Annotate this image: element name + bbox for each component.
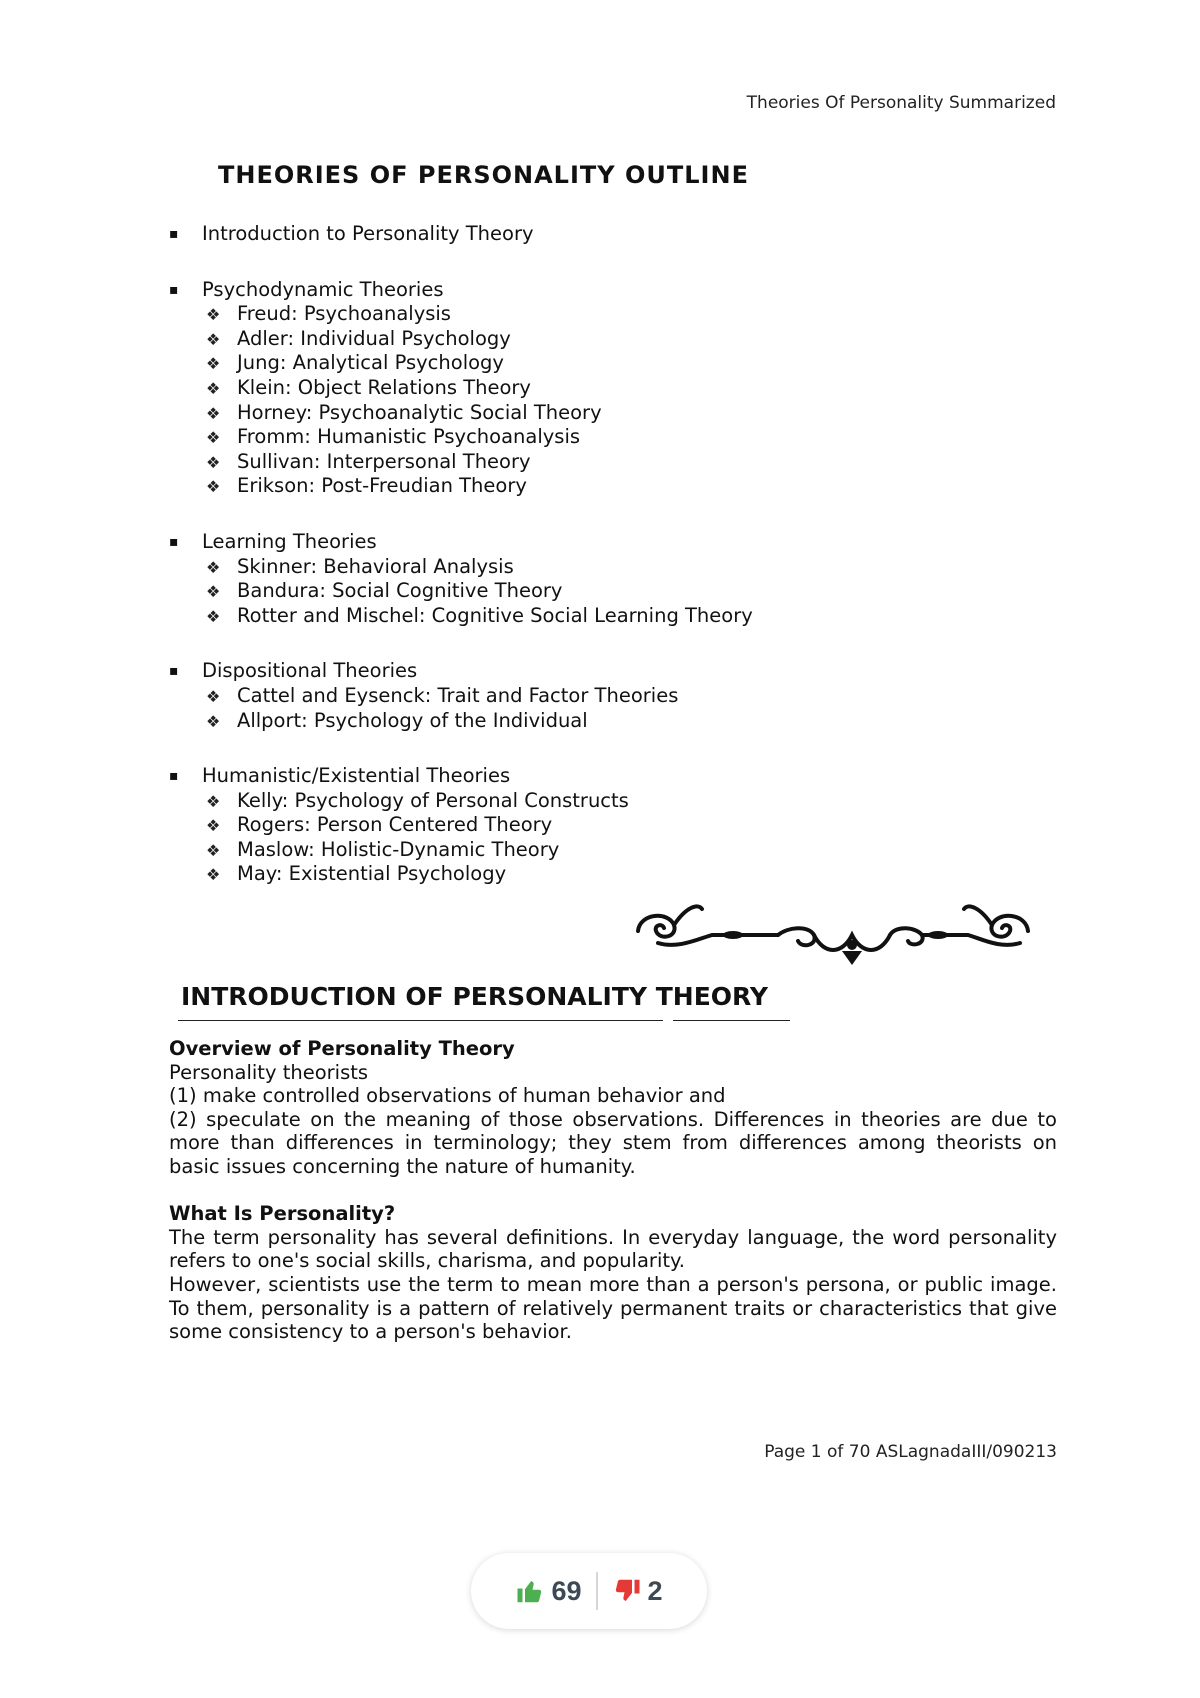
outline-section-heading [166, 530, 1066, 555]
four-diamond-bullet-icon: ❖ [206, 582, 221, 602]
outline-subitem-label: Maslow: Holistic-Dynamic Theory [237, 837, 560, 861]
outline-subitem [166, 579, 1066, 604]
four-diamond-bullet-icon: ❖ [206, 686, 221, 706]
outline-section [166, 278, 1066, 499]
outline-subitem-label: Skinner: Behavioral Analysis [237, 554, 514, 578]
outline-subitem [166, 709, 1066, 734]
outline-subitem-label: Freud: Psychoanalysis [237, 302, 451, 326]
outline-subitem-label: Erikson: Post-Freudian Theory [237, 474, 527, 498]
outline-subitem-label: Bandura: Social Cognitive Theory [237, 579, 563, 603]
outline-title: THEORIES OF PERSONALITY OUTLINE [218, 161, 749, 189]
outline-subitem [166, 327, 1066, 352]
outline-subitem [166, 302, 1066, 327]
four-diamond-bullet-icon: ❖ [206, 606, 221, 626]
outline-section-heading [166, 278, 1066, 303]
outline-subitem [166, 401, 1066, 426]
outline-subitem-label: Sullivan: Interpersonal Theory [237, 449, 531, 473]
title-underline [178, 1020, 663, 1021]
outline-section [166, 530, 1066, 628]
four-diamond-bullet-icon: ❖ [206, 329, 221, 349]
outline-subitem-label: Fromm: Humanistic Psychoanalysis [237, 425, 581, 449]
outline-section-label: Humanistic/Existential Theories [202, 764, 511, 788]
outline-section-label: Learning Theories [202, 529, 377, 553]
four-diamond-bullet-icon: ❖ [206, 403, 221, 423]
outline-subitem [166, 684, 1066, 709]
four-diamond-bullet-icon: ❖ [206, 477, 221, 497]
title-underline [673, 1020, 790, 1021]
outline-subitem [166, 604, 1066, 629]
outline-section [166, 659, 1066, 733]
four-diamond-bullet-icon: ❖ [206, 840, 221, 860]
outline-section [166, 222, 1066, 247]
four-diamond-bullet-icon: ❖ [206, 557, 221, 577]
four-diamond-bullet-icon: ❖ [206, 452, 221, 472]
outline-subitem-label: Allport: Psychology of the Individual [237, 708, 588, 732]
outline-subitem-label: Klein: Object Relations Theory [237, 375, 531, 399]
outline-subitem [166, 450, 1066, 475]
overview-line: Personality theorists [169, 1060, 369, 1084]
bullet-icon: ▪ [169, 226, 179, 242]
outline-section-heading [166, 222, 1066, 247]
outline-subitem-label: Cattel and Eysenck: Trait and Factor Theories [237, 683, 679, 707]
downvote-button[interactable] [598, 1576, 677, 1607]
outline-subitem [166, 862, 1066, 887]
outline-subitem [166, 425, 1066, 450]
outline-subitem-label: Horney: Psychoanalytic Social Theory [237, 400, 602, 424]
outline-section-heading [166, 764, 1066, 789]
what-paragraph: The term personality has several definitions. In everyday language, the word personality refers to one's social skills, charisma, and popularity. [169, 1225, 1057, 1273]
vote-bar [471, 1553, 707, 1629]
outline-section-label: Dispositional Theories [202, 659, 418, 683]
bullet-icon: ▪ [169, 281, 179, 298]
outline-subitem [166, 813, 1066, 838]
outline-section-label: Introduction to Personality Theory [202, 222, 534, 245]
bullet-icon: ▪ [169, 663, 179, 680]
outline-subitem [166, 376, 1066, 401]
page-footer: Page 1 of 70 ASLagnadaIII/090213 [764, 1442, 1057, 1462]
thumbs-up-icon [515, 1576, 545, 1606]
intro-body [169, 1037, 1057, 1344]
downvote-count: 2 [647, 1575, 663, 1606]
outline-subitem [166, 838, 1066, 863]
outline-section-label: Psychodynamic Theories [202, 277, 444, 301]
outline-subitem-label: Kelly: Psychology of Personal Constructs [237, 788, 629, 812]
outline-subitem-label: Rotter and Mischel: Cognitive Social Learning Theory [237, 603, 753, 627]
flourish-ornament [628, 895, 1038, 967]
four-diamond-bullet-icon: ❖ [206, 305, 221, 325]
four-diamond-bullet-icon: ❖ [206, 378, 221, 398]
upvote-button[interactable] [501, 1576, 595, 1607]
outline-section [166, 764, 1066, 887]
outline-list [166, 222, 1066, 918]
outline-subitem [166, 555, 1066, 580]
outline-section-heading [166, 659, 1066, 684]
four-diamond-bullet-icon: ❖ [206, 354, 221, 374]
outline-subitem [166, 351, 1066, 376]
overview-line: (2) speculate on the meaning of those observations. Differences in theories are due to more than differences in terminology; they stem from differences among theorists on basic issues concerning the nature of humanity. [169, 1107, 1057, 1178]
what-is-personality-heading: What Is Personality? [169, 1202, 396, 1226]
outline-subitem-label: Jung: Analytical Psychology [237, 351, 504, 375]
thumbs-down-icon [612, 1576, 642, 1606]
four-diamond-bullet-icon: ❖ [206, 791, 221, 811]
four-diamond-bullet-icon: ❖ [206, 865, 221, 885]
what-paragraph: However, scientists use the term to mean more than a person's persona, or public image. To them, personality is a pattern of relatively permanent traits or characteristics that give some consistency to a person's behavior. [169, 1272, 1057, 1344]
four-diamond-bullet-icon: ❖ [206, 816, 221, 836]
intro-section-title: INTRODUCTION OF PERSONALITY THEORY [181, 982, 769, 1011]
four-diamond-bullet-icon: ❖ [206, 428, 221, 448]
outline-subitem [166, 474, 1066, 499]
upvote-count: 69 [551, 1575, 582, 1606]
overview-heading: Overview of Personality Theory [169, 1037, 515, 1060]
outline-subitem-label: Adler: Individual Psychology [237, 326, 511, 350]
outline-subitem [166, 789, 1066, 814]
outline-subitem-label: May: Existential Psychology [237, 862, 507, 886]
bullet-icon: ▪ [169, 533, 179, 550]
overview-line: (1) make controlled observations of human behavior and [169, 1084, 726, 1108]
outline-subitem-label: Rogers: Person Centered Theory [237, 813, 553, 837]
four-diamond-bullet-icon: ❖ [206, 711, 221, 731]
bullet-icon: ▪ [169, 768, 179, 785]
running-header: Theories Of Personality Summarized [746, 93, 1056, 113]
